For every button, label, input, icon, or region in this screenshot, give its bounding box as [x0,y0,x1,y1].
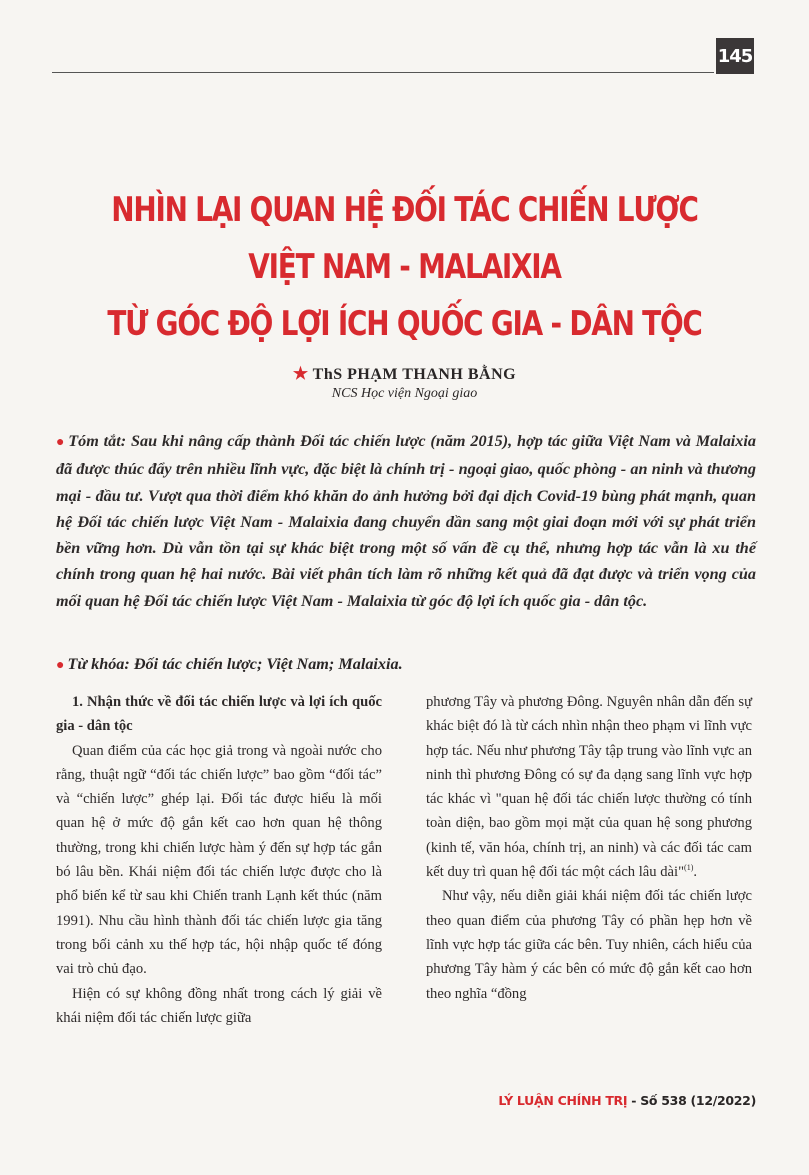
paragraph-end: . [693,864,698,881]
author-affiliation: NCS Học viện Ngoại giao [331,386,478,401]
author-name: ThS PHẠM THANH BẰNG [312,366,517,383]
keywords [56,651,756,679]
title-line-2: VIỆT NAM - MALAIXIA [248,247,561,287]
body-column-left [56,690,382,1030]
body-paragraph: Quan điểm của các học giả trong và ngoài nước cho rằng, thuật ngữ “đối tác chiến lược” bao gồm “đối tác” và “chiến lược” ghép lại. Đối tác được hiểu là mối quan hệ ở mức độ gắn kết cao hơn quan hệ thông thường, trong khi chiến lược hàm ý đến sự hợp tác gắn bó lâu bền. Khái niệm đối tác chiến lược được cho là phổ biến kể từ sau khi Chiến tranh Lạnh kết thúc (năm 1991). Nhu cầu hình thành đối tác chiến lược gia tăng trong bối cảnh xu thế hợp tác, hội nhập quốc tế đóng vai trò chủ đạo. [56,742,382,978]
footnote-ref: (1) [684,863,694,873]
abstract [56,428,756,614]
body-column-right [426,690,752,1006]
journal-issue: Số 538 (12/2022) [640,1093,756,1108]
journal-footer [460,1093,756,1108]
bullet-icon: ● [56,658,65,673]
author-line [200,364,609,384]
title-line-3: TỪ GÓC ĐỘ LỢI ÍCH QUỐC GIA - DÂN TỘC [107,304,702,344]
body-paragraph: Hiện có sự không đồng nhất trong cách lý giải về khái niệm đối tác chiến lược giữa [56,985,382,1026]
body-paragraph: Như vậy, nếu diễn giải khái niệm đối tác chiến lược theo quan điểm của phương Tây có phần hẹp hơn về lĩnh vực hợp tác giữa các bên. Tuy nhiên, cách hiểu của phương Tây hàm ý các bên có mức độ gắn kết cao hơn theo nghĩa “đồng [426,888,752,1002]
section-heading: 1. Nhận thức về đối tác chiến lược và lợi ích quốc gia - dân tộc [56,694,382,735]
star-icon: ★ [292,364,309,383]
paragraph-text: phương Tây và phương Đông. Nguyên nhân dẫn đến sự khác biệt đó là từ cách nhìn nhận theo phạm vi lĩnh vực hợp tác. Nếu như phương Tây tập trung vào lĩnh vực an ninh thì phương Đông có sự đa dạng sang lĩnh vực hợp tác khác vì "quan hệ đối tác chiến lược thường có tính toàn diện, bao gồm mọi mặt của quan hệ song phương (kinh tế, văn hóa, chính trị, an ninh) và các đối tác cam kết duy trì quan hệ đối tác một cách lâu dài" [426,694,752,881]
footer-separator: - [627,1093,641,1108]
page-number: 145 [716,38,754,74]
header-rule [52,72,714,73]
article-title [40,182,769,353]
bullet-icon: ● [56,435,66,450]
abstract-text: Tóm tắt: Sau khi nâng cấp thành Đối tác chiến lược (năm 2015), hợp tác giữa Việt Nam và Malaixia đã được thúc đẩy trên nhiều lĩnh vực, đặc biệt là chính trị - ngoại giao, quốc phòng - an ninh và thương mại - đầu tư. Vượt qua thời điểm khó khăn do ảnh hưởng bởi đại dịch Covid-19 bùng phát mạnh, quan hệ Đối tác chiến lược Việt Nam - Malaixia đang chuyển dần sang một giai đoạn mới với sự phát triển bền vững hơn. Dù vẫn tồn tại sự khác biệt trong một số vấn đề cụ thể, nhưng hợp tác vẫn là xu thế chính trong quan hệ hai nước. Bài viết phân tích làm rõ những kết quả đã đạt được và triển vọng của mối quan hệ Đối tác chiến lược Việt Nam - Malaixia từ góc độ lợi ích quốc gia - dân tộc. [56,432,756,610]
title-line-1: NHÌN LẠI QUAN HỆ ĐỐI TÁC CHIẾN LƯỢC [111,190,698,230]
body-paragraph [426,690,752,884]
keywords-text: Từ khóa: Đối tác chiến lược; Việt Nam; Malaixia. [67,655,403,673]
journal-name: LÝ LUẬN CHÍNH TRỊ [498,1093,628,1108]
